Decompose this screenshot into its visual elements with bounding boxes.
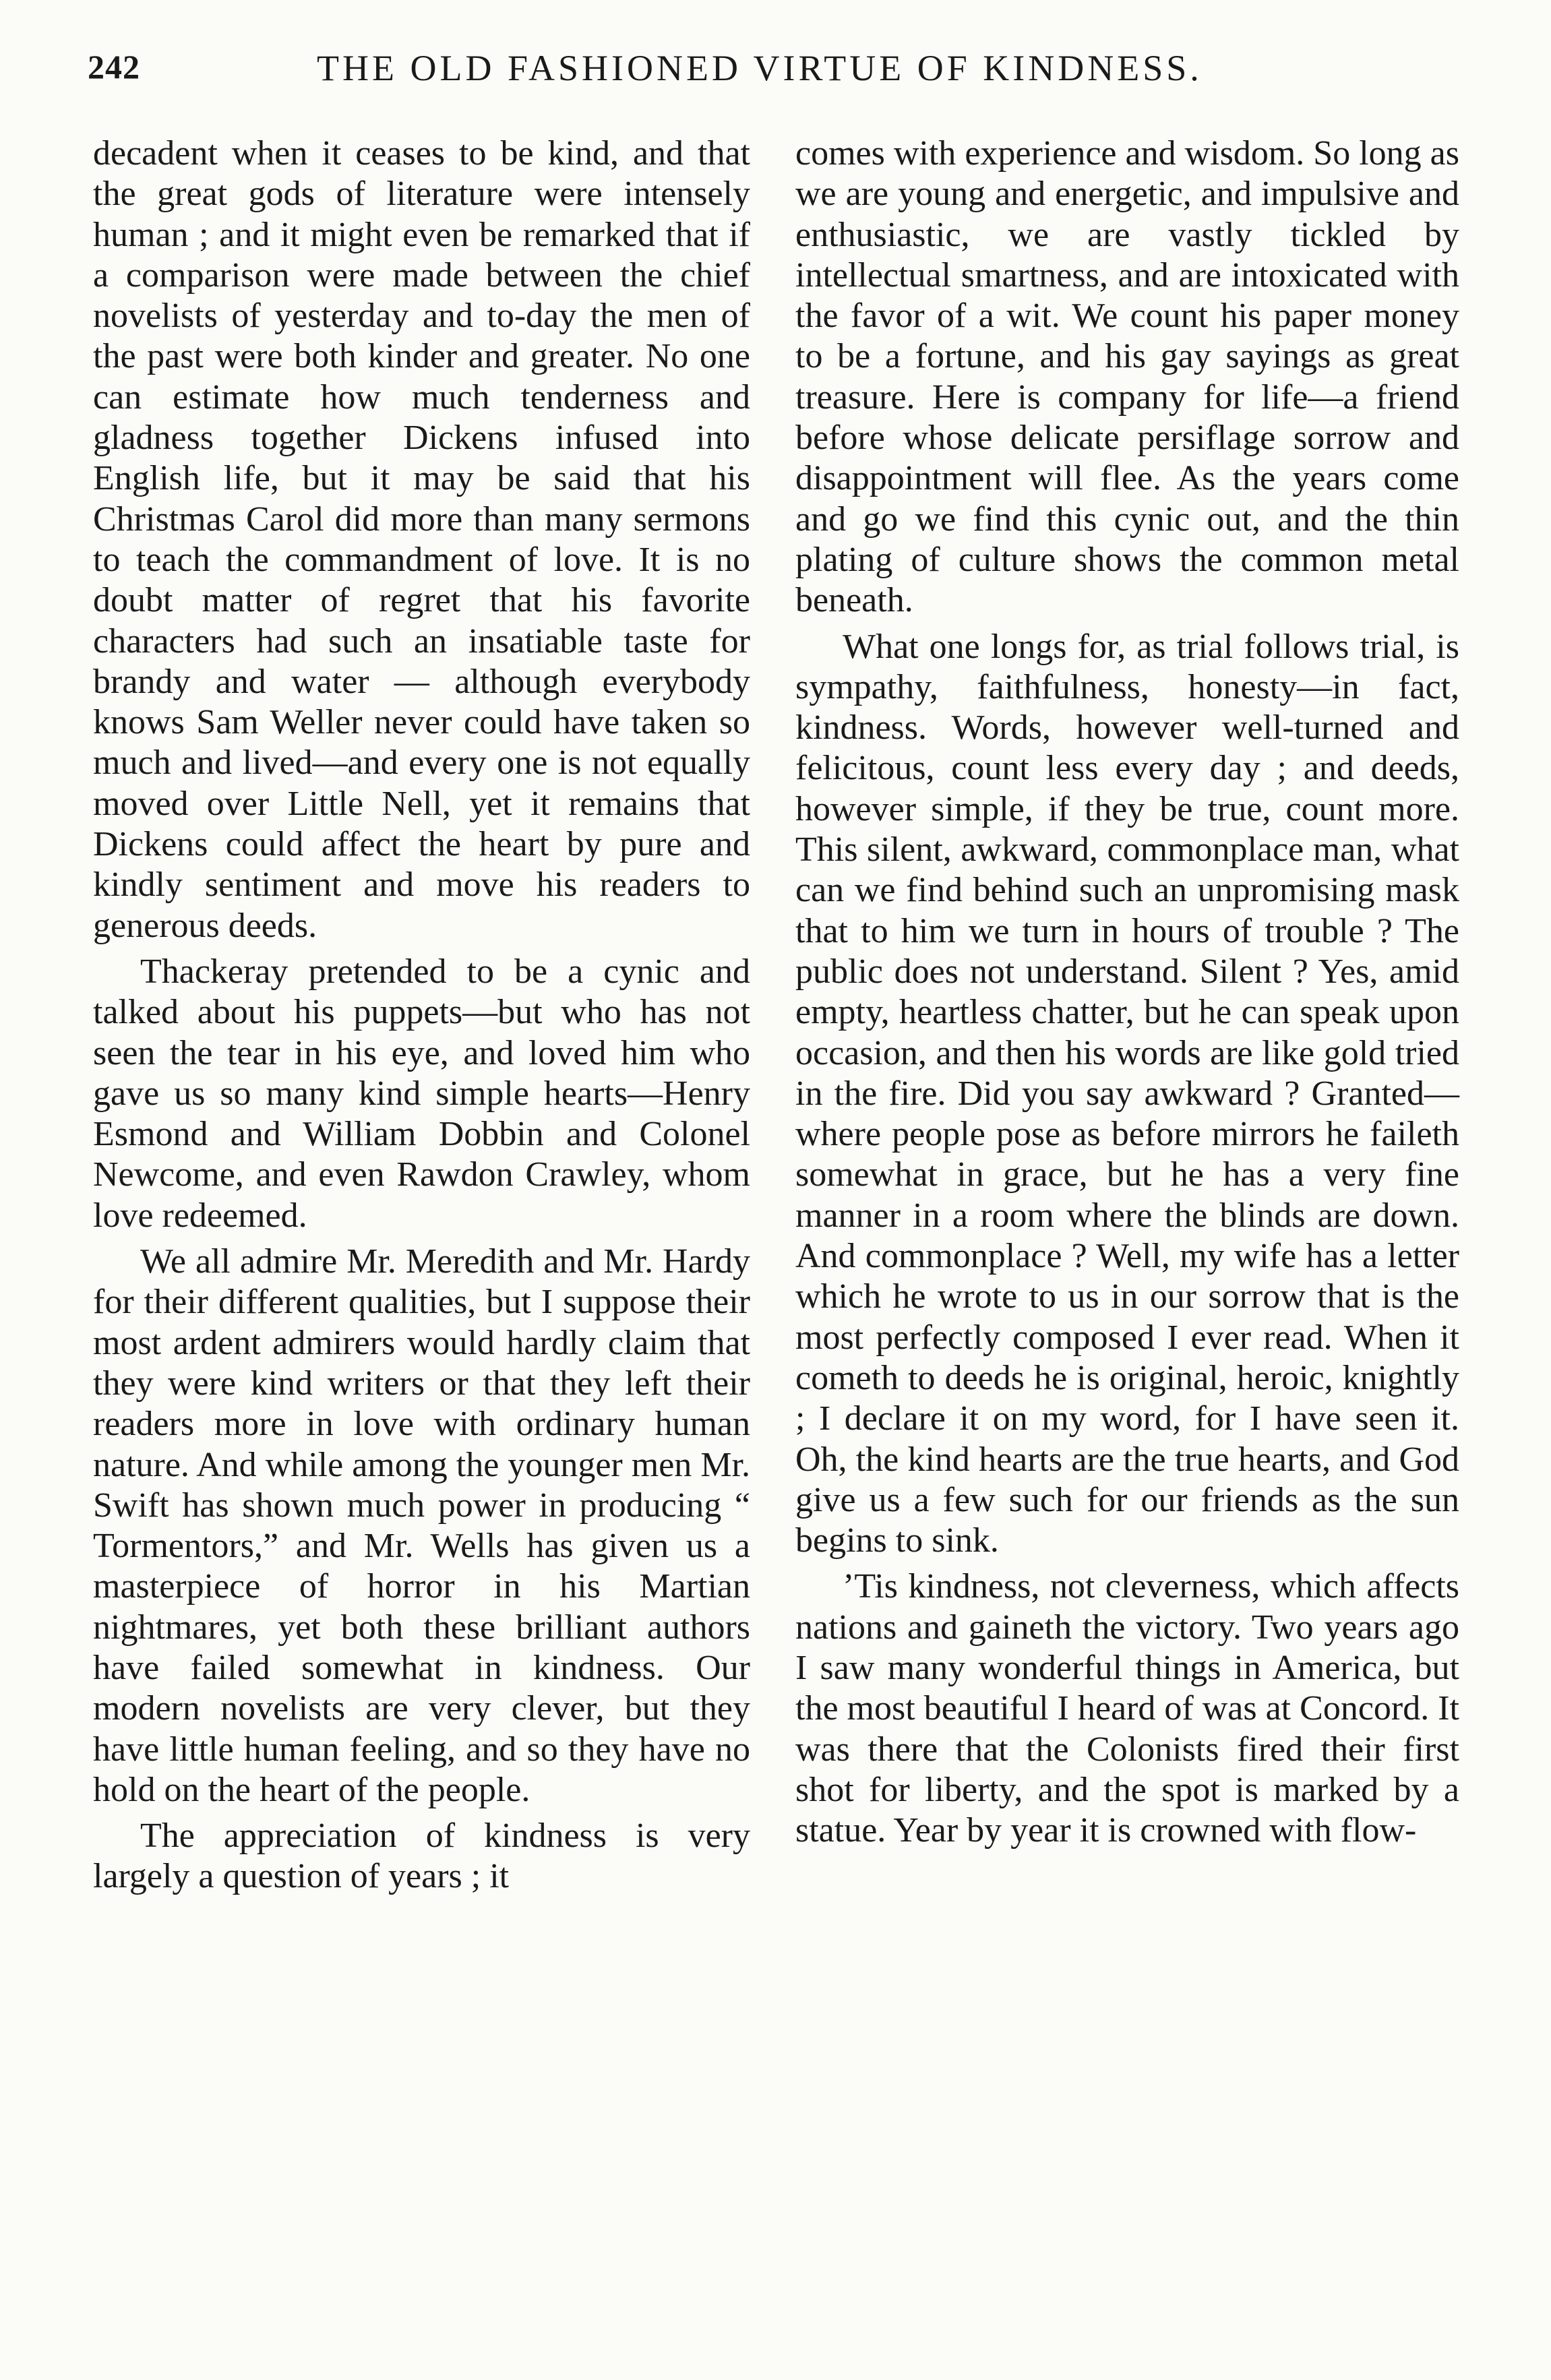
running-header [88, 47, 1429, 108]
page-number: 242 [88, 48, 140, 86]
left-paragraph-4: The appreciation of kindness is very largely a question of years ; it [93, 1817, 750, 1896]
right-paragraph-1: comes with experience and wisdom. So long as we are young and energetic, and impulsive and enthusiastic, we are vastly tickled by intellectual smartness, and are intoxicated with the favor of a wit. We count his paper money to be a fortune, and his gay sayings as great treasure. Here is company for life—a friend before whose delicate persiflage sorrow and disappointment will flee. As the years come and go we find this cynic out, and the thin plating of culture shows the common metal beneath. [795, 134, 1459, 620]
left-paragraph-2: Thackeray pretended to be a cynic and talked about his puppets—but who has not seen the tear in his eye, and loved him who gave us so many kind simple hearts—Henry Esmond and William Dobbin and Colonel Newcome, and even Rawdon Crawley, whom love redeemed. [93, 952, 750, 1235]
running-title: THE OLD FASHIONED VIRTUE OF KINDNESS. [317, 48, 1203, 88]
right-paragraph-3: ’Tis kindness, not cleverness, which affects nations and gaineth the victory. Two years ago I saw many wonderful things in America, but the most beautiful I heard of was at Concord. It was there that the Colonists fired their first shot for liberty, and the spot is marked by a statue. Year by year it is crowned with flow- [795, 1567, 1459, 1850]
left-paragraph-3: We all admire Mr. Meredith and Mr. Hardy for their different qualities, but I suppose their most ardent admirers would hardly claim that they were kind writers or that they left their readers more in love with ordinary human nature. And while among the younger men Mr. Swift has shown much power in producing “ Tormentors,” and Mr. Wells has given us a masterpiece of horror in his Martian nightmares, yet both these brilliant authors have failed somewhat in kindness. Our modern novelists are very clever, but they have little human feeling, and so they have no hold on the heart of the people. [93, 1242, 750, 1809]
left-column [93, 133, 750, 1897]
right-paragraph-2: What one longs for, as trial follows trial, is sympathy, faithfulness, honesty—in fact, kindness. Words, however well-turned and felicitous, count less every day ; and deeds, however simple, if they be true, count more. This silent, awkward, commonplace man, what can we find behind such an unpromising mask that to him we turn in hours of trouble ? The public does not understand. Silent ? Yes, amid empty, heartless chatter, but he can speak upon occasion, and then his words are like gold tried in the fire. Did you say awkward ? Granted—where people pose as before mirrors he faileth somewhat in grace, but he has a very fine manner in a room where the blinds are down. And commonplace ? Well, my wife has a letter which he wrote to us in our sorrow that is the most perfectly composed I ever read. When it cometh to deeds he is original, heroic, knightly ; I declare it on my word, for I have seen it. Oh, the kind hearts are the true hearts, and God give us a few such for our friends as the sun begins to sink. [795, 627, 1459, 1560]
right-column [795, 133, 1459, 1851]
left-paragraph-1: decadent when it ceases to be kind, and that the great gods of literature were intensely human ; and it might even be remarked that if a comparison were made between the chief novelists of yesterday and to-day the men of the past were both kinder and greater. No one can estimate how much tenderness and gladness together Dickens infused into English life, but it may be said that his Christmas Carol did more than many sermons to teach the commandment of love. It is no doubt matter of regret that his favorite characters had such an insatiable taste for brandy and water — although everybody knows Sam Weller never could have taken so much and lived—and every one is not equally moved over Little Nell, yet it remains that Dickens could affect the heart by pure and kindly sentiment and move his readers to generous deeds. [93, 134, 750, 945]
